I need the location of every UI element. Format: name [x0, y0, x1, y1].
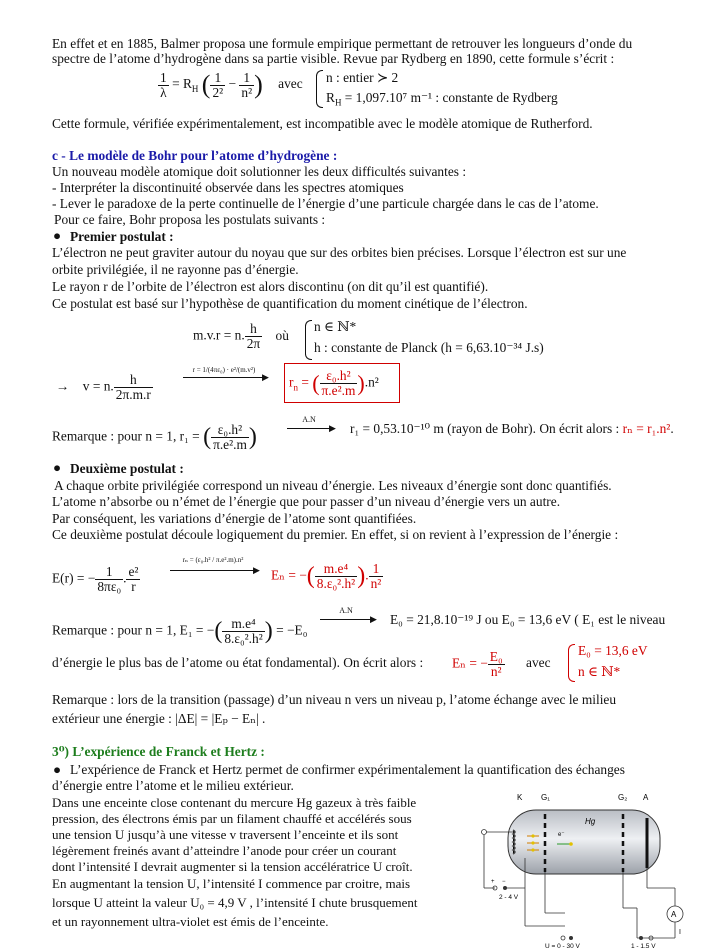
- post2-l2: L’atome n’absorbe ou n’émet de l’énergie que pour passer d’un niveau d’énergie vers un autre.: [52, 494, 561, 509]
- rem2-result: E₀ = 21,8.10⁻¹⁹ J ou E₀ = 13,6 eV ( E₁ est le niveau: [390, 612, 666, 627]
- rem1: Remarque : pour n = 1, r₁ = ( $\frac{\text{ε₀.h²}}{\text{π.e².m}}$ ): [52, 422, 257, 452]
- label-2-4v: 2 - 4 V: [499, 894, 519, 901]
- rem2-En: Eₙ = − $\frac{\text{E₀}}{\text{n²}}$: [452, 649, 503, 679]
- post1-l1: L’électron ne peut graviter autour du noyau que sur des orbites bien précises. Lorsque l’électron est sur une: [52, 245, 627, 260]
- post2-l1: A chaque orbite privilégiée correspond un niveau d’énergie. Les niveaux d’énergie sont donc quantifiés.: [54, 478, 612, 493]
- franck-hertz-diagram: [475, 788, 695, 950]
- rem1-result: r₁ = 0,53.10⁻¹⁰ m (rayon de Bohr). On écrit alors : rₙ = r₁.n².: [350, 421, 674, 436]
- bohr-p1: Un nouveau modèle atomique doit solutionner les deux difficultés suivantes :: [52, 164, 467, 179]
- label-1-15v: 1 - 1.5 V: [631, 943, 656, 950]
- intro-line-3: Cette formule, vérifiée expérimentalement, est incompatible avec le modèle atomique de Rutherford.: [52, 116, 593, 131]
- post1-l4: Ce postulat est basé sur l’hypothèse de quantification du moment cinétique de l’électron.: [52, 296, 528, 311]
- rydberg-brace: [316, 70, 323, 108]
- label-g1: G₁: [541, 793, 550, 802]
- rem2-arrow: [320, 619, 372, 620]
- label-hg: Hg: [585, 817, 596, 826]
- bullet-icon: ●: [53, 460, 62, 475]
- franck-l6: légèrement freinés avant d’atteindre l’anode pour créer un courant: [52, 843, 397, 858]
- franck-l1: L’expérience de Franck et Hertz permet de confirmer expérimentalement la quantification des échanges: [70, 762, 625, 777]
- mvr-brace: [305, 320, 312, 360]
- rem2-brace: [568, 644, 575, 682]
- v-formula: → v = n. $\frac{h}{2\pi.m.r}$: [56, 372, 151, 402]
- rydberg-formula: $\frac{1}{\lambda}$ = $R_H$ ( $\frac{1}{\text{2²}}$ − $\frac{1}{\text{n²}}$ ) avec: [160, 69, 303, 100]
- tube: [508, 810, 660, 874]
- post2-l4: Ce deuxième postulat découle logiquement du premier. En effet, si on revient à l’expression de l’énergie :: [52, 527, 619, 542]
- E-arrow-head: ▶: [253, 565, 260, 575]
- rem2-line-2: d’énergie le plus bas de l’atome ou état fondamental). On écrit alors :: [52, 655, 424, 670]
- franck-l2: d’énergie entre l’atome et le milieu extérieur.: [52, 778, 294, 793]
- rem2-cond-2: n ∈ ℕ*: [578, 664, 621, 679]
- intro-line-2: spectre de l’atome d’hydrogène dans sa partie visible. Revue par Rydberg en 1890, cette formule s’écrit :: [52, 51, 615, 66]
- minus-sign: −: [502, 879, 506, 885]
- mvr-cond-1: n ∈ ℕ*: [314, 319, 357, 334]
- franck-l9: lorsque U atteint la valeur U₀ = 4,9 V , l’intensité I chute brusquement: [52, 895, 418, 910]
- label-e: e⁻: [558, 832, 565, 838]
- label-k: K: [517, 793, 523, 802]
- rem1-an: A.N: [302, 415, 316, 424]
- rem2-avec: avec: [526, 655, 551, 670]
- label-ammeter: A: [671, 910, 677, 919]
- bullet-icon: ●: [53, 762, 62, 777]
- label-a: A: [643, 793, 649, 802]
- franck-l4: pression, des électrons émis par un filament chauffé et accélérés sous: [52, 811, 412, 826]
- label-g2: G₂: [618, 793, 628, 802]
- En-formula: Eₙ = −( $\frac{\text{m.e⁴}}{\text{8.ε₀².h²}}$ ). $\frac{1}{\text{n²}}$: [271, 561, 382, 591]
- rem2-an: A.N: [339, 606, 353, 615]
- E-formula: E(r) = − $\frac{1}{\text{8πε₀}}$ . $\frac{\text{e²}}{r}$: [52, 564, 139, 594]
- rn-formula: $r_n$ = ( $\frac{\text{ε₀.h²}}{\text{π.e².m}}$ ).n²: [289, 368, 379, 398]
- franck-l3: Dans une enceinte close contenant du mercure Hg gazeux à très faible: [52, 795, 417, 810]
- franck-l5: une tension U jusqu’à une vitesse v traversent l’enceinte et ils sont: [52, 827, 399, 842]
- label-i: I: [679, 929, 681, 936]
- bohr-p3: - Lever le paradoxe de la perte continuelle de l’énergie d’une particule chargée dans le cas de l’atome.: [52, 196, 599, 211]
- franck-l8: En augmentant la tension U, l’intensité I commence par croitre, mais: [52, 876, 411, 891]
- v-arrow: [183, 377, 265, 378]
- intro-line-1: En effet et en 1885, Balmer proposa une formule empirique permettant de retrouver les longueurs d’onde du: [52, 36, 633, 51]
- franck-l10: et un rayonnement ultra-violet est émis de l’enceinte.: [52, 914, 329, 929]
- rem2-cond-1: E₀ = 13,6 eV: [578, 643, 648, 658]
- bohr-p2: - Interpréter la discontinuité observée dans les spectres atomiques: [52, 180, 404, 195]
- rem2-arrow-head: ▶: [370, 614, 377, 624]
- v-arrow-head: ▶: [262, 372, 269, 382]
- plus-sign: +: [491, 879, 495, 885]
- bohr-heading: c - Le modèle de Bohr pour l’atome d’hydrogène :: [52, 148, 338, 163]
- franck-l7: dont l’intensité I devrait augmenter si la tension accélératrice U croît.: [52, 859, 413, 874]
- post2-l3: Par conséquent, les variations d’énergie de l’atome sont quantifiées.: [52, 511, 417, 526]
- franck-heading: 3⁰) L’expérience de Franck et Hertz :: [52, 744, 265, 759]
- v-arrow-label: r = 1/(4πε₀) · e²/(m.v²): [192, 366, 256, 374]
- rem1-arrow: [287, 428, 331, 429]
- rem1-arrow-head: ▶: [329, 423, 336, 433]
- mvr-formula: m.v.r = n. $\frac{h}{2\pi}$ où: [193, 321, 289, 351]
- bullet-icon: ●: [53, 228, 62, 243]
- mvr-cond-2: h : constante de Planck (h = 6,63.10⁻³⁴ J.s): [314, 340, 544, 355]
- label-u: U = 0 - 30 V: [545, 943, 580, 950]
- E-arrow: [170, 570, 256, 571]
- post1-l2: orbite privilégiée, il ne rayonne pas d’énergie.: [52, 262, 299, 277]
- post1-title: Premier postulat :: [70, 229, 174, 244]
- rem2: Remarque : pour n = 1, E₁ = −( $\frac{\text{m.e⁴}}{\text{8.ε₀².h²}}$ ) = −E₀: [52, 616, 308, 646]
- E-arrow-label: rₙ = (ε₀.h² / π.e².m).n²: [182, 556, 244, 564]
- rem3-l2: extérieur une énergie : |ΔE| = |Eₚ − Eₙ| .: [52, 711, 266, 726]
- rem3-l1: Remarque : lors de la transition (passage) d’un niveau n vers un niveau p, l’atome échange avec le milieu: [52, 692, 617, 707]
- post2-title: Deuxième postulat :: [70, 461, 184, 476]
- rydberg-cond-1: n : entier ≻ 2: [326, 70, 399, 85]
- bohr-p4: Pour ce faire, Bohr proposa les postulats suivants :: [54, 212, 326, 227]
- rydberg-cond-2: $R_H = 1,097.10^7$ m⁻¹ : constante de Rydberg: [326, 90, 558, 108]
- post1-l3: Le rayon r de l’orbite de l’électron est alors discontinu (on dit qu’il est quantifié).: [52, 279, 489, 294]
